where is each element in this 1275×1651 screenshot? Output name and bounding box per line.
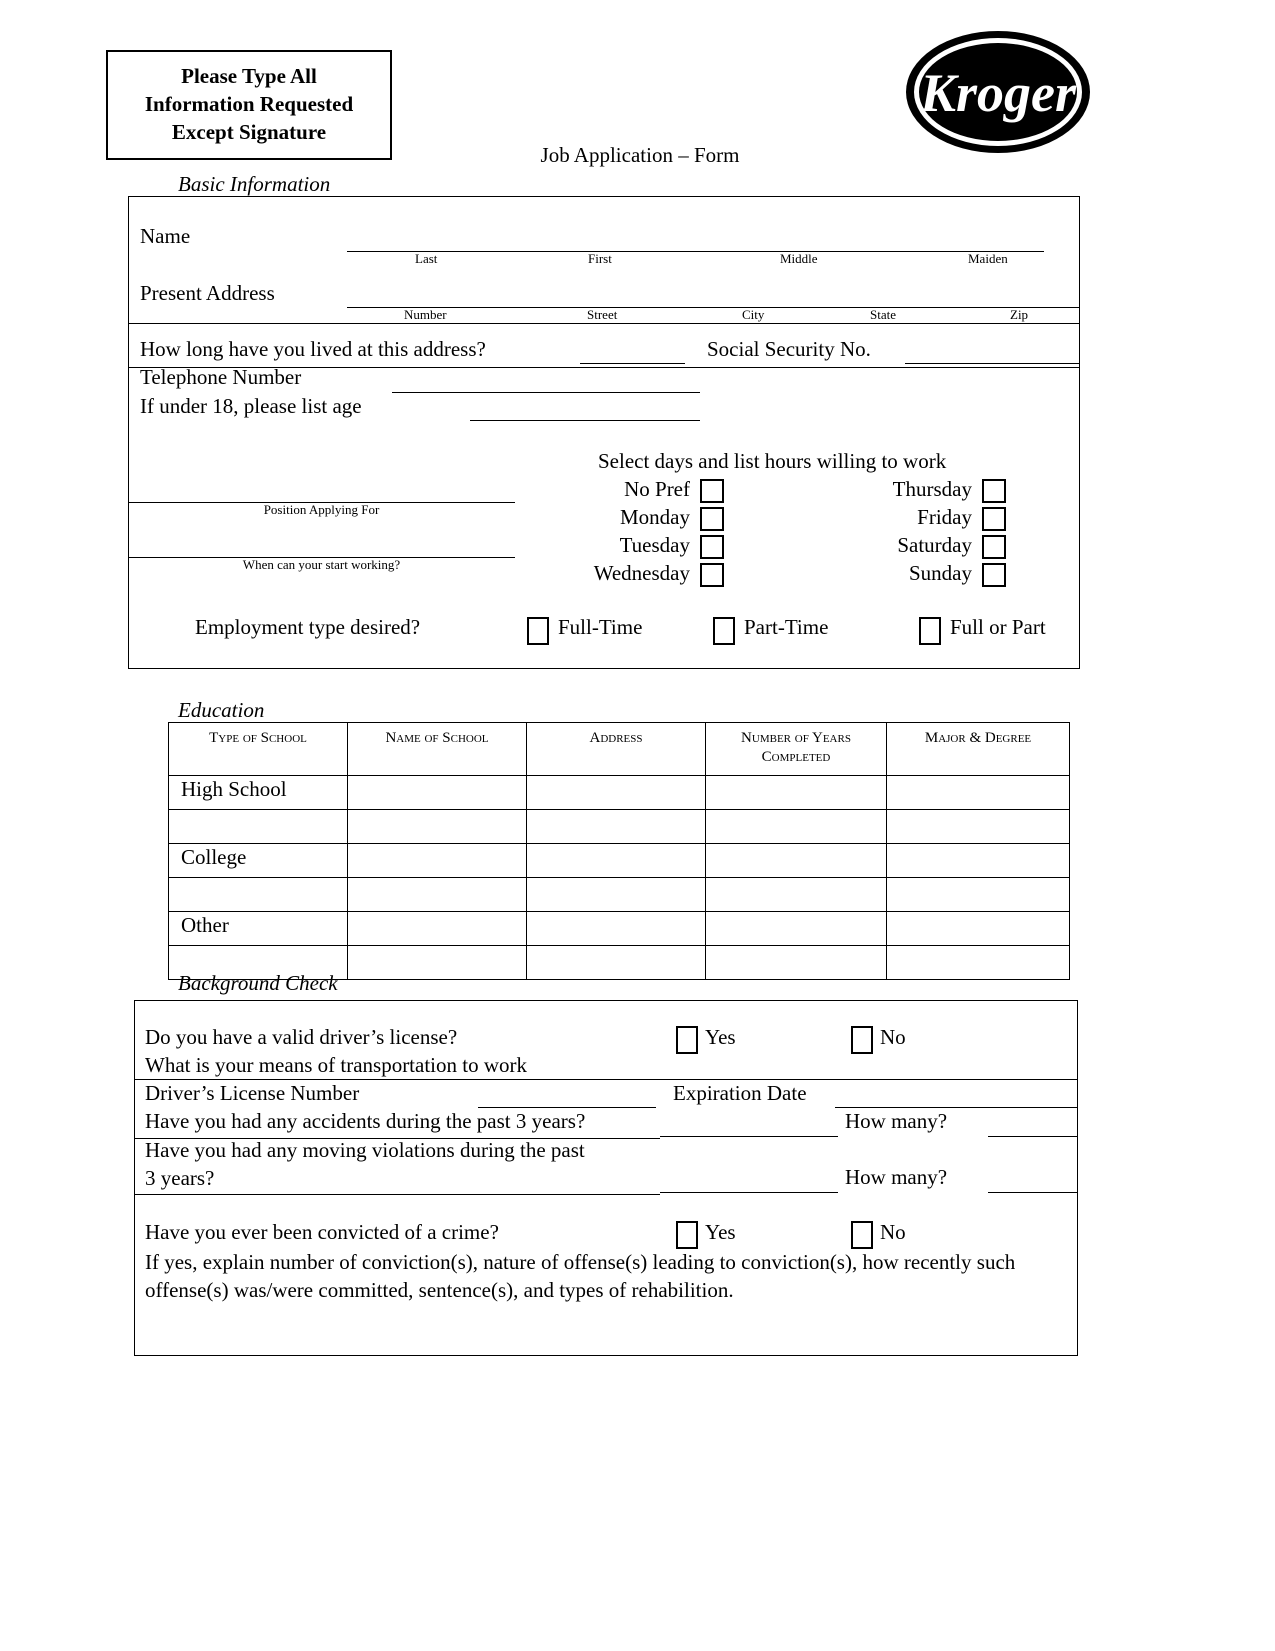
employment-checkbox-full-or-part[interactable] <box>919 617 941 645</box>
social-security-input-line[interactable] <box>905 363 1080 364</box>
drivers-license-number-label: Driver’s License Number <box>145 1081 360 1105</box>
education-cell-address[interactable] <box>527 911 706 945</box>
education-cell-years[interactable] <box>706 843 887 877</box>
address-sublabel-street: Street <box>587 307 618 322</box>
education-cell-address[interactable] <box>527 843 706 877</box>
day-label-friday: Friday <box>917 505 972 529</box>
day-checkbox-saturday[interactable] <box>982 535 1006 559</box>
education-cell-name[interactable] <box>348 809 527 843</box>
education-cell-major[interactable] <box>887 775 1070 809</box>
education-cell-major[interactable] <box>887 809 1070 843</box>
kroger-logo <box>903 27 1093 157</box>
expiration-date-input-line[interactable] <box>835 1107 1078 1108</box>
day-checkbox-thursday[interactable] <box>982 479 1006 503</box>
table-row <box>169 911 1070 945</box>
education-cell-address[interactable] <box>527 945 706 979</box>
notice-line-3: Except Signature <box>171 119 327 144</box>
education-cell-major[interactable] <box>887 945 1070 979</box>
day-label-no-pref: No Pref <box>624 477 690 501</box>
violations-question-line-1: Have you had any moving violations during the past <box>145 1138 585 1162</box>
telephone-input-line[interactable] <box>392 392 700 393</box>
employment-label-full-or-part: Full or Part <box>950 615 1046 639</box>
notice-line-1: Please Type All <box>181 64 317 89</box>
convicted-label-no: No <box>880 1220 906 1244</box>
expiration-date-label: Expiration Date <box>673 1081 807 1105</box>
notice-line-2: Information Requested <box>144 92 354 117</box>
drivers-license-number-input-line[interactable] <box>478 1107 656 1108</box>
education-cell-address[interactable] <box>527 775 706 809</box>
education-cell-major[interactable] <box>887 843 1070 877</box>
education-row-label <box>169 809 348 843</box>
days-heading: Select days and list hours willing to work <box>598 449 947 473</box>
day-checkbox-sunday[interactable] <box>982 563 1006 587</box>
violations-how-many-label: How many? <box>845 1165 948 1189</box>
svg-text:Kroger: Kroger <box>919 63 1077 123</box>
education-cell-name[interactable] <box>348 911 527 945</box>
education-cell-major[interactable] <box>887 911 1070 945</box>
day-label-saturday: Saturday <box>897 533 972 557</box>
day-label-tuesday: Tuesday <box>619 533 690 557</box>
employment-label-part-time: Part-Time <box>744 615 829 639</box>
day-label-thursday: Thursday <box>892 477 972 501</box>
employment-checkbox-part-time[interactable] <box>713 617 735 645</box>
present-address-label: Present Address <box>140 281 275 305</box>
day-label-sunday: Sunday <box>909 561 972 585</box>
under-18-age-label: If under 18, please list age <box>140 394 362 418</box>
table-row <box>169 809 1070 843</box>
education-cell-name[interactable] <box>348 775 527 809</box>
education-cell-address[interactable] <box>527 809 706 843</box>
education-header-name-of-school: Name of School <box>348 723 527 776</box>
education-row-label: Other <box>169 911 348 945</box>
education-table-header-row <box>169 723 1070 776</box>
when-can-start-working-label: When can your start working? <box>242 557 401 572</box>
convicted-checkbox-no[interactable] <box>851 1221 873 1249</box>
transportation-question: What is your means of transportation to work <box>145 1053 527 1077</box>
education-cell-years[interactable] <box>706 775 887 809</box>
education-row-label <box>169 877 348 911</box>
section-caption-education: Education <box>178 698 265 722</box>
education-header-address: Address <box>527 723 706 776</box>
education-cell-years[interactable] <box>706 911 887 945</box>
table-row <box>169 775 1070 809</box>
employment-checkbox-full-time[interactable] <box>527 617 549 645</box>
education-cell-name[interactable] <box>348 843 527 877</box>
education-row-label: College <box>169 843 348 877</box>
education-row-label: High School <box>169 775 348 809</box>
violations-answer-input-line[interactable] <box>660 1192 838 1193</box>
education-cell-years[interactable] <box>706 945 887 979</box>
type-all-information-notice <box>106 50 392 160</box>
education-cell-years[interactable] <box>706 877 887 911</box>
address-sublabel-number: Number <box>404 307 447 322</box>
table-row <box>169 877 1070 911</box>
address-sublabel-state: State <box>870 307 896 322</box>
address-sublabel-zip: Zip <box>1010 307 1029 322</box>
day-checkbox-friday[interactable] <box>982 507 1006 531</box>
convicted-checkbox-yes[interactable] <box>676 1221 698 1249</box>
name-sublabel-middle: Middle <box>780 251 818 266</box>
education-cell-name[interactable] <box>348 945 527 979</box>
drivers-license-checkbox-yes[interactable] <box>676 1026 698 1054</box>
education-cell-major[interactable] <box>887 877 1070 911</box>
name-input-line[interactable] <box>347 251 1044 252</box>
transportation-row-divider <box>134 1079 1078 1080</box>
table-row <box>169 843 1070 877</box>
present-address-input-line[interactable] <box>347 307 1080 308</box>
day-label-monday: Monday <box>620 505 690 529</box>
drivers-license-label-yes: Yes <box>705 1025 736 1049</box>
basic-information-box <box>128 196 1080 669</box>
page-title: Job Application – Form <box>540 143 740 167</box>
education-cell-name[interactable] <box>348 877 527 911</box>
employment-label-full-time: Full-Time <box>558 615 643 639</box>
violations-how-many-input-line[interactable] <box>988 1192 1078 1193</box>
accidents-answer-input-line[interactable] <box>660 1136 838 1137</box>
section-caption-basic-information: Basic Information <box>178 172 331 196</box>
how-long-at-address-label: How long have you lived at this address? <box>140 337 486 361</box>
education-header-type-of-school: Type of School <box>169 723 348 776</box>
telephone-label: Telephone Number <box>140 365 302 389</box>
name-sublabel-last: Last <box>415 251 438 266</box>
position-applying-for-label: Position Applying For <box>263 502 380 517</box>
address-sublabel-city: City <box>742 307 765 322</box>
education-cell-address[interactable] <box>527 877 706 911</box>
section-caption-background-check: Background Check <box>178 971 338 995</box>
violations-row-divider <box>134 1194 660 1195</box>
education-cell-years[interactable] <box>706 809 887 843</box>
name-sublabel-first: First <box>588 251 612 266</box>
accidents-how-many-label: How many? <box>845 1109 948 1133</box>
employment-type-label: Employment type desired? <box>195 615 421 639</box>
name-label: Name <box>140 224 191 248</box>
accidents-question: Have you had any accidents during the past 3 years? <box>145 1109 586 1133</box>
convicted-label-yes: Yes <box>705 1220 736 1244</box>
drivers-license-question: Do you have a valid driver’s license? <box>145 1025 458 1049</box>
drivers-license-label-no: No <box>880 1025 906 1049</box>
accidents-how-many-input-line[interactable] <box>988 1136 1078 1137</box>
social-security-label: Social Security No. <box>707 337 871 361</box>
conviction-explanation-text: If yes, explain number of conviction(s), nature of offense(s) leading to conviction(s), how recently such offense(s) was/were committed, sentence(s), and types of rehabilition. <box>145 1250 1016 1302</box>
convicted-question: Have you ever been convicted of a crime? <box>145 1220 499 1244</box>
education-header-major-and-degree: Major & Degree <box>887 723 1070 776</box>
under-18-age-input-line[interactable] <box>470 420 700 421</box>
day-label-wednesday: Wednesday <box>593 561 690 585</box>
how-long-at-address-input-line[interactable] <box>580 363 685 364</box>
education-header-number-of-years-completed: Number of Years Completed <box>706 723 887 776</box>
address-row-divider <box>128 323 1080 324</box>
education-table <box>168 722 1070 980</box>
drivers-license-checkbox-no[interactable] <box>851 1026 873 1054</box>
violations-question-line-2: 3 years? <box>145 1166 215 1190</box>
name-sublabel-maiden: Maiden <box>968 251 1008 266</box>
